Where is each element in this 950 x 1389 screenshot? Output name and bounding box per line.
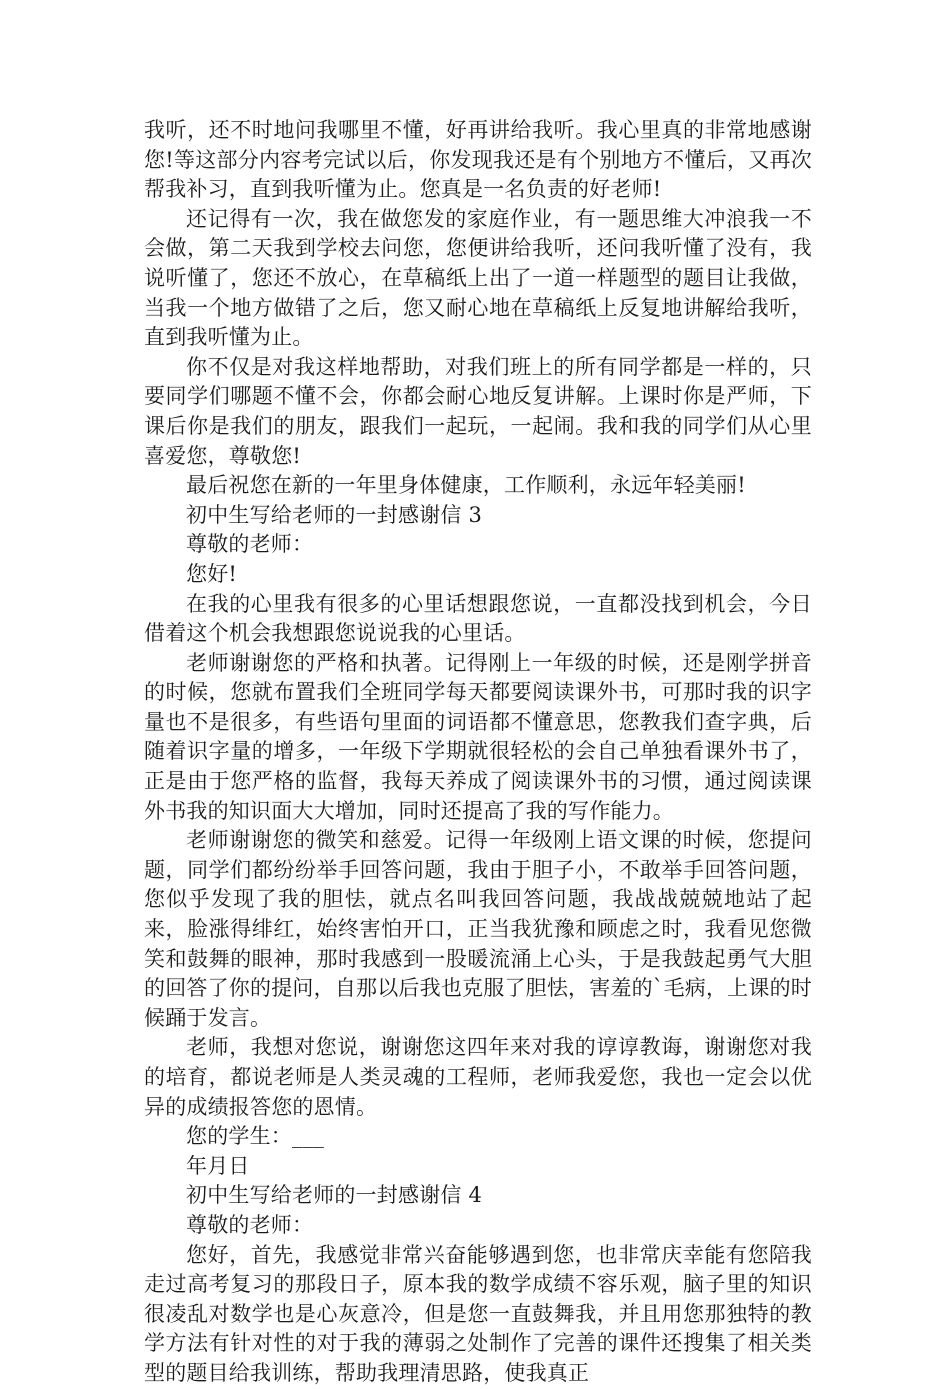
salutation-4: 尊敬的老师： xyxy=(186,1212,314,1237)
paragraph-homework-story: 还记得有一次，我在做您发的家庭作业，有一题思维大冲浪我一不会做，第二天我到学校去问您，您便讲给我听，还问我听懂了没有，我说听懂了，您还不放心，在草稿纸上出了一道一样题型的题目让我做，当我一个地方做错了之后，您又耐心地在草稿纸上反复地讲解给我听，直到我听懂为止。 xyxy=(144,206,812,350)
signature-date: 年月日 xyxy=(186,1153,250,1178)
document-page xyxy=(144,116,812,1389)
salutation-3: 尊敬的老师： xyxy=(186,532,314,557)
paragraph-strictness: 老师谢谢您的严格和执著。记得刚上一年级的时候，还是刚学拼音的时候，您就布置我们全班同学每天都要阅读课外书，可那时我的识字量也不是很多，有些语句里面的词语都不懂意思，您教我们查字典，后随着识字量的增多，一年级下学期就很轻松的会自己单独看课外书了，正是由于您严格的监督，我每天养成了阅读课外书的习惯，通过阅读课外书我的知识面大大增加，同时还提高了我的写作能力。 xyxy=(144,650,812,823)
greeting-3: 您好! xyxy=(186,561,238,586)
paragraph-thanks: 老师，我想对您说，谢谢您这四年来对我的谆谆教诲，谢谢您对我的培育，都说老师是人类灵魂的工程师，老师我爱您，我也一定会以优异的成绩报答您的恩情。 xyxy=(144,1035,812,1119)
paragraph-closing-wish: 最后祝您在新的一年里身体健康，工作顺利，永远年轻美丽! xyxy=(186,473,746,498)
paragraph-intro-4: 您好，首先，我感觉非常兴奋能够遇到您，也非常庆幸能有您陪我走过高考复习的那段日子，原本我的数学成绩不容乐观，脑子里的知识很凌乱对数学也是心灰意冷，但是您一直鼓舞我，并且用您那独特的教学方法有针对性的对于我的薄弱之处制作了完善的课件还搜集了相关类型的题目给我训练，帮助我理清思路，使我真正 xyxy=(144,1242,812,1385)
paragraph-smile-kindness: 老师谢谢您的微笑和慈爱。记得一年级刚上语文课的时候，您提问题，同学们都纷纷举手回答问题，我由于胆子小，不敢举手回答问题，您似乎发现了我的胆怯，就点名叫我回答问题，我战战兢兢地站了起来，脸涨得绯红，始终害怕开口，正当我犹豫和顾虑之时，我看见您微笑和鼓舞的眼神，那时我感到一股暖流涌上心头，于是我鼓起勇气大胆的回答了你的提问，自那以后我也克服了胆怯，害羞的`毛病，上课的时候踊于发言。 xyxy=(144,828,812,1030)
paragraph-intro-3: 在我的心里我有很多的心里话想跟您说，一直都没找到机会，今日借着这个机会我想跟您说说我的心里话。 xyxy=(144,591,812,646)
letter-title-3: 初中生写给老师的一封感谢信 3 xyxy=(186,502,483,527)
letter-title-4: 初中生写给老师的一封感谢信 4 xyxy=(186,1183,483,1208)
signature-student: 您的学生：___ xyxy=(186,1124,325,1149)
paragraph-help-classmates: 你不仅是对我这样地帮助，对我们班上的所有同学都是一样的，只要同学们哪题不懂不会，你都会耐心地反复讲解。上课时你是严师，下课后你是我们的朋友，跟我们一起玩，一起闹。我和我的同学们从心里喜爱您，尊敬您! xyxy=(144,354,812,468)
paragraph-continued: 我听，还不时地问我哪里不懂，好再讲给我听。我心里真的非常地感谢您!等这部分内容考完试以后，你发现我还是有个别地方不懂后，又再次帮我补习，直到我听懂为止。您真是一名负责的好老师! xyxy=(144,118,812,202)
